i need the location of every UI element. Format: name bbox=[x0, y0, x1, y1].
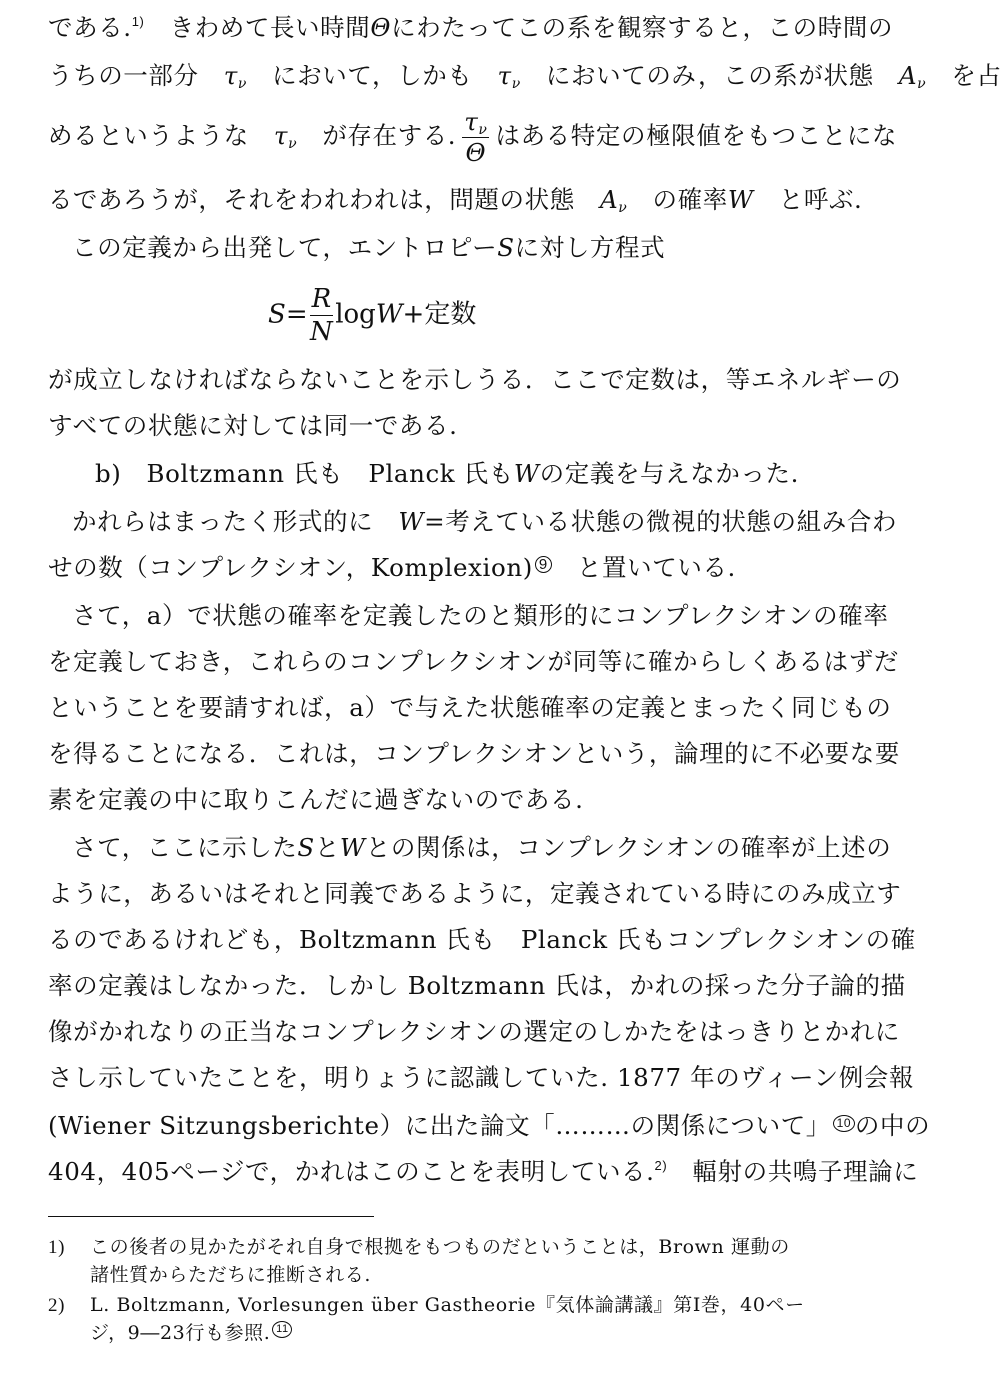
footnote-1-cont: 諸性質からただちに推断される. bbox=[90, 1264, 372, 1286]
citation-ref-11[interactable]: 11 bbox=[272, 1321, 292, 1338]
text-line-14: を得ることになる．これは，コンプレクシオンという，論理的に不必要な要 bbox=[48, 739, 900, 768]
text-line-20: 像がかれなりの正当なコンプレクシオンの選定のしかたをはっきりとかれに bbox=[48, 1017, 900, 1046]
footnote-2-cont: ジ，9―23行も参照. 11 bbox=[90, 1320, 292, 1347]
citation-ref-9[interactable]: 9 bbox=[535, 556, 552, 573]
text-line-3: めるというような $\tau_\nu$ が存在する. $\frac{\tau_\nu}{\Theta}$ はある特定の極限値をもつことにな bbox=[48, 106, 898, 167]
text-line-4: るであろうが，それをわれわれは，問題の状態 $A_\nu$ の確率W と呼ぶ. bbox=[48, 185, 863, 216]
text-line-23: 404，405ページで，かれはこのことを表明している.$^{2)}$ 輻射の共鳴子理論に bbox=[48, 1157, 919, 1186]
text-line-9: かれらはまったく形式的に W=考えている状態の微視的状態の組み合わ bbox=[72, 507, 898, 536]
ratio-fraction: $\frac{\tau_\nu}{\Theta}$ bbox=[464, 106, 488, 167]
footnote-separator bbox=[48, 1216, 374, 1217]
text-line-17: ように，あるいはそれと同義であるように，定義されている時にのみ成立す bbox=[48, 879, 902, 908]
footnote-1: 1) この後者の見かたがそれ自身で根拠をもつものだということは，Brown 運動の bbox=[48, 1236, 790, 1258]
text-line-5: この定義から出発して，エントロピーSに対し方程式 bbox=[72, 233, 666, 262]
text-line-21: さし示していたことを，明りょうに認識していた. 1877 年のヴィーン例会報 bbox=[48, 1063, 915, 1092]
text-line-6: が成立しなければならないことを示しうる．ここで定数は，等エネルギーの bbox=[48, 365, 902, 394]
text-line-18: るのであるけれども，Boltzmann 氏も Planck 氏もコンプレクシオンの確 bbox=[48, 925, 916, 954]
entropy-equation: S= $\frac{R}{N}$ logW+定数 bbox=[268, 284, 477, 347]
text-line-12: を定義しておき，これらのコンプレクシオンが同等に確からしくあるはずだ bbox=[48, 647, 899, 676]
text-line-2: うちの一部分 $\tau_\nu$ において，しかも $\tau_\nu$ においてのみ，この系が状態 $A_\nu$ を占 bbox=[48, 61, 1002, 92]
footnote-2: 2) L. Boltzmann, Vorlesungen über Gastheorie『気体論講議』第Ⅰ巻，40ペー bbox=[48, 1294, 805, 1316]
text-line-8: b) Boltzmann 氏も Planck 氏もWの定義を与えなかった. bbox=[95, 459, 800, 488]
footnote-ref-1[interactable]: 1) bbox=[131, 14, 145, 29]
text-line-7: すべての状態に対しては同一である. bbox=[48, 411, 458, 440]
text-line-13: ということを要請すれば，a）で与えた状態確率の定義とまったく同じもの bbox=[48, 693, 892, 722]
text-line-11: さて，a）で状態の確率を定義したのと類形的にコンプレクシオンの確率 bbox=[72, 601, 889, 630]
text-line-15: 素を定義の中に取りこんだに過ぎないのである. bbox=[48, 785, 584, 814]
text-line-19: 率の定義はしなかった．しかし Boltzmann 氏は，かれの採った分子論的描 bbox=[48, 971, 906, 1000]
footnote-ref-2[interactable]: 2) bbox=[654, 1158, 668, 1173]
text-line-16: さて，ここに示したSとWとの関係は，コンプレクシオンの確率が上述の bbox=[72, 833, 892, 862]
text-line-1: である.$^{1)}$ きわめて長い時間Θにわたってこの系を観察すると，この時間の bbox=[48, 13, 894, 42]
text-line-10: せの数（コンプレクシオン，Komplexion) 9 と置いている. bbox=[48, 553, 736, 582]
citation-ref-10[interactable]: 10 bbox=[833, 1115, 855, 1132]
text-line-22: (Wiener Sitzungsberichte）に出た論文「………の関係について」 10 の中の bbox=[48, 1111, 931, 1140]
